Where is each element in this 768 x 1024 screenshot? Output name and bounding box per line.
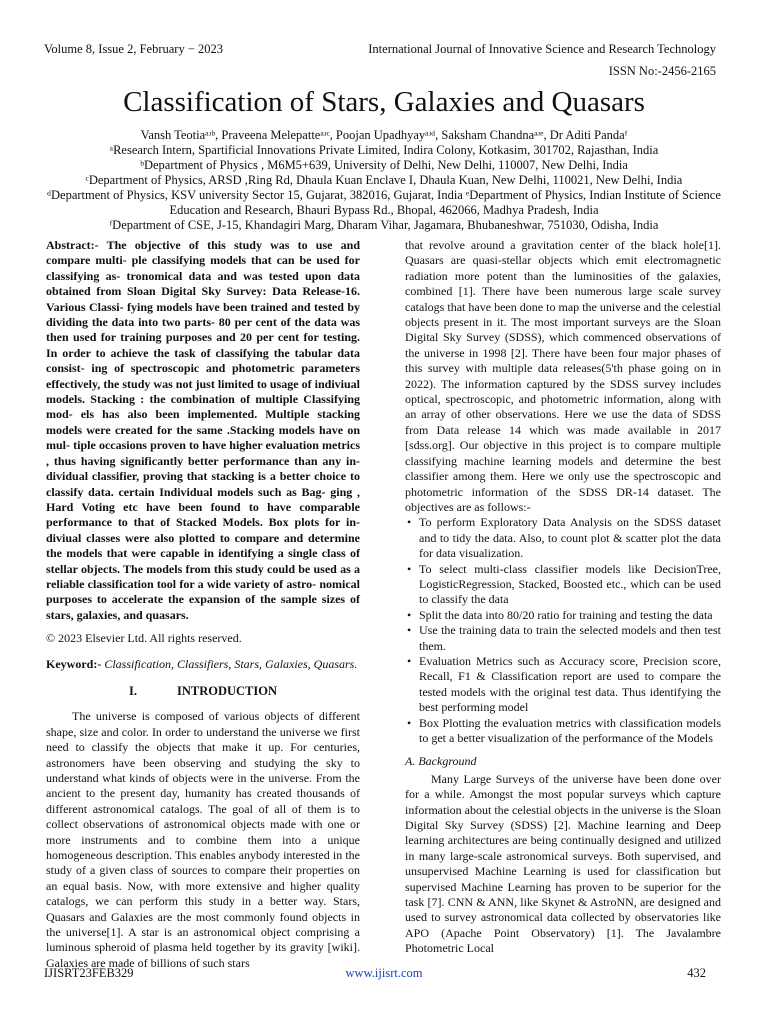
subsection-heading: A. Background <box>405 754 477 769</box>
affiliation-a: ᵃResearch Intern, Spartificial Innovations Private Limited, Indira Colony, Kotkasim, 301702, Rajasthan, India <box>109 143 659 157</box>
copyright: © 2023 Elsevier Ltd. All rights reserved. <box>46 631 242 646</box>
keywords-list: Classification, Classifiers, Stars, Galaxies, Quasars. <box>104 656 358 671</box>
affiliation-b: ᵇDepartment of Physics , M6M5+639, University of Delhi, New Delhi, 110007, New Delhi, India <box>140 158 628 172</box>
paper-code: IJISRT23FEB329 <box>44 966 134 980</box>
background-paragraph: Many Large Surveys of the universe have been done over for a while. Amongst the most popular surveys which capture information about the celestial objects in the universe is the Sloan Digital Sky Survey (SDSS) [2]. Machine learning and Deep learning architectures are being continually designed and utilized in many large-scale astronomical surveys. Both supervised, and unsupervised Machine Learning is used for classification but supervised Machine Learning has proven to be superior for the task [7]. CNN & ANN, like Skynet & AstroNN, are designed and used to survey astronomical data collected by observatories like APO (Apache Point Observatory) [1]. The Javalambre Photometric Local <box>405 771 721 956</box>
keywords-label: Keyword:- <box>46 656 102 671</box>
issn: ISSN No:-2456-2165 <box>608 64 716 78</box>
abstract: Abstract:- The objective of this study was to use and compare multi- ple classifying models that can be used for classifying as- tronomical data and was tested upon data obtained from Sloan Digital Sky Survey: Data Release-16. Various Classi- fying models have been trained and tested by dividing the data into two parts- 80 per cent of the data was then used for training purposes and 20 per cent for testing. In order to achieve the task of classifying the tabular data consist- ing of spectroscopic and photometric parameters effectively, the study was not just limited to usage of indiviual models. Stacking : the combination of multiple Classifying mod- els has also been implemented. Multiple stacking models were created for the same .Stacking models have on mul- tiple occasions proven to have higher evaluation metrics , thus having significantly better performance than any in- dividual classifier, proving that stacking is a better choice to classify data. certain Individual models such as Bag- ging , Hard Voting etc have been found to have comparable performance to that of Stacked Models. Box plots for in- diviual classes were also plotted to compare and determine the models that were capable in identifying a single class of stellar objects. The models from this study could be used as a reliable classification tool for a wide variety of astro- nomical purposes to accelerate the expansion of the sample sizes of stars, galaxies, and quasars. <box>46 238 360 622</box>
affiliation-d: ᵈDepartment of Physics, KSV university Sector 15, Gujarat, 382016, Gujarat, India ᵉDepartment of Physics, Indian Institute of Science Education and Research, Bhauri Bypass Rd., Bhopal, 462066, Madhya Pradesh, India <box>47 188 721 217</box>
journal-url[interactable]: www.ijisrt.com <box>345 966 423 980</box>
section-title: INTRODUCTION <box>176 683 277 698</box>
list-item: • Box Plotting the evaluation metrics with classification models to get a better visualization of the performance of the Models <box>405 716 721 747</box>
left-column <box>46 238 360 971</box>
intro-paragraph: The universe is composed of various objects of different shape, size and color. In order to understand the universe we first need to classify the objects that make it up. For centuries, astronomers have been observing and studying the sky to understand what kinds of objects were in the universe. From the ancient to the present day, humanity has created thousands of different astronomical catalogs. The goal of all of them is to collect observations of astronomical objects made with one or more instruments and to combine them into a unique homogeneous description. This enables anybody interested in the study of a given class of sources to compare their properties on an equal basis. Now, with more extensive and higher quality catalogs, we can perform this study in a better way. Stars, Quasars and Galaxies are the most commonly found objects in the universe[1]. A star is an astronomical object comprising a luminous spheroid of plasma held together by its gravity [wiki]. Galaxies are made of billions of such stars <box>46 709 360 970</box>
keywords <box>46 657 360 672</box>
objectives-list <box>405 515 721 746</box>
section-number: I. <box>128 683 137 698</box>
affiliation-c: ᶜDepartment of Physics, ARSD ,Ring Rd, Dhaula Kuan Enclave I, Dhaula Kuan, New Delhi, 110021, New Delhi, India <box>85 173 683 187</box>
paper-title: Classification of Stars, Galaxies and Quasars <box>123 86 645 118</box>
journal-name: International Journal of Innovative Science and Research Technology <box>368 42 716 56</box>
list-item: • Split the data into 80/20 ratio for training and testing the data <box>405 608 721 623</box>
list-item: • Evaluation Metrics such as Accuracy score, Precision score, Recall, F1 & Classification report are used to compare the tested models with the original test data. Thus identifying the best performing model <box>405 654 721 716</box>
list-item: • Use the training data to train the selected models and then test them. <box>405 623 721 654</box>
right-paragraph: that revolve around a gravitation center of the black hole[1]. Quasars are quasi-stellar objects which emit electromagnetic radiation more potent than the luminosities of the galaxies, combined [1]. There have been numerous large scale survey catalogs that have been done to map the universe and the celestial objects present in it. The most important surveys are the Sloan Digital Sky Survey (SDSS), which commenced observations of the universe in 1998 [2]. There have been four major phases of this survey with multiple data releases(5'th phase going on in 2022). The information captured by the SDSS survey includes optical, spectroscopic, and photometric information, along with an array of other observations. Here we use the data of SDSS from Data release 14 which was made available in 2017 [sdss.org]. Our objective in this project is to compare multiple classifying machine learning models and determine the best classifier among them. Here we only use the spectroscopic and photometric information of the SDSS DR-14 dataset. The objectives are as follows:- <box>405 238 721 514</box>
journal-volume: Volume 8, Issue 2, February − 2023 <box>44 42 224 56</box>
right-column <box>405 238 721 957</box>
author-block <box>44 128 724 233</box>
list-item: • To select multi-class classifier models like DecisionTree, LogisticRegression, Stacked, Boosted etc., which can be used to classify the data <box>405 562 721 608</box>
author-names: Vansh Teotiaᵃʴᵇ, Praveena Melepatteᵃʴᶜ, Poojan Upadhyayᵃʴᵈ, Saksham Chandnaᵃʴᵉ, Dr Aditi Pandaᶠ <box>140 128 628 142</box>
page-number: 432 <box>687 966 706 980</box>
section-heading <box>46 684 360 699</box>
affiliation-f: ᶠDepartment of CSE, J-15, Khandagiri Marg, Dharam Vihar, Jagamara, Bhubaneshwar, 751030, Odisha, India <box>109 218 659 232</box>
list-item: • To perform Exploratory Data Analysis on the SDSS dataset and to tidy the data. Also, to count plot & scatter plot the data for data visualization. <box>405 515 721 561</box>
